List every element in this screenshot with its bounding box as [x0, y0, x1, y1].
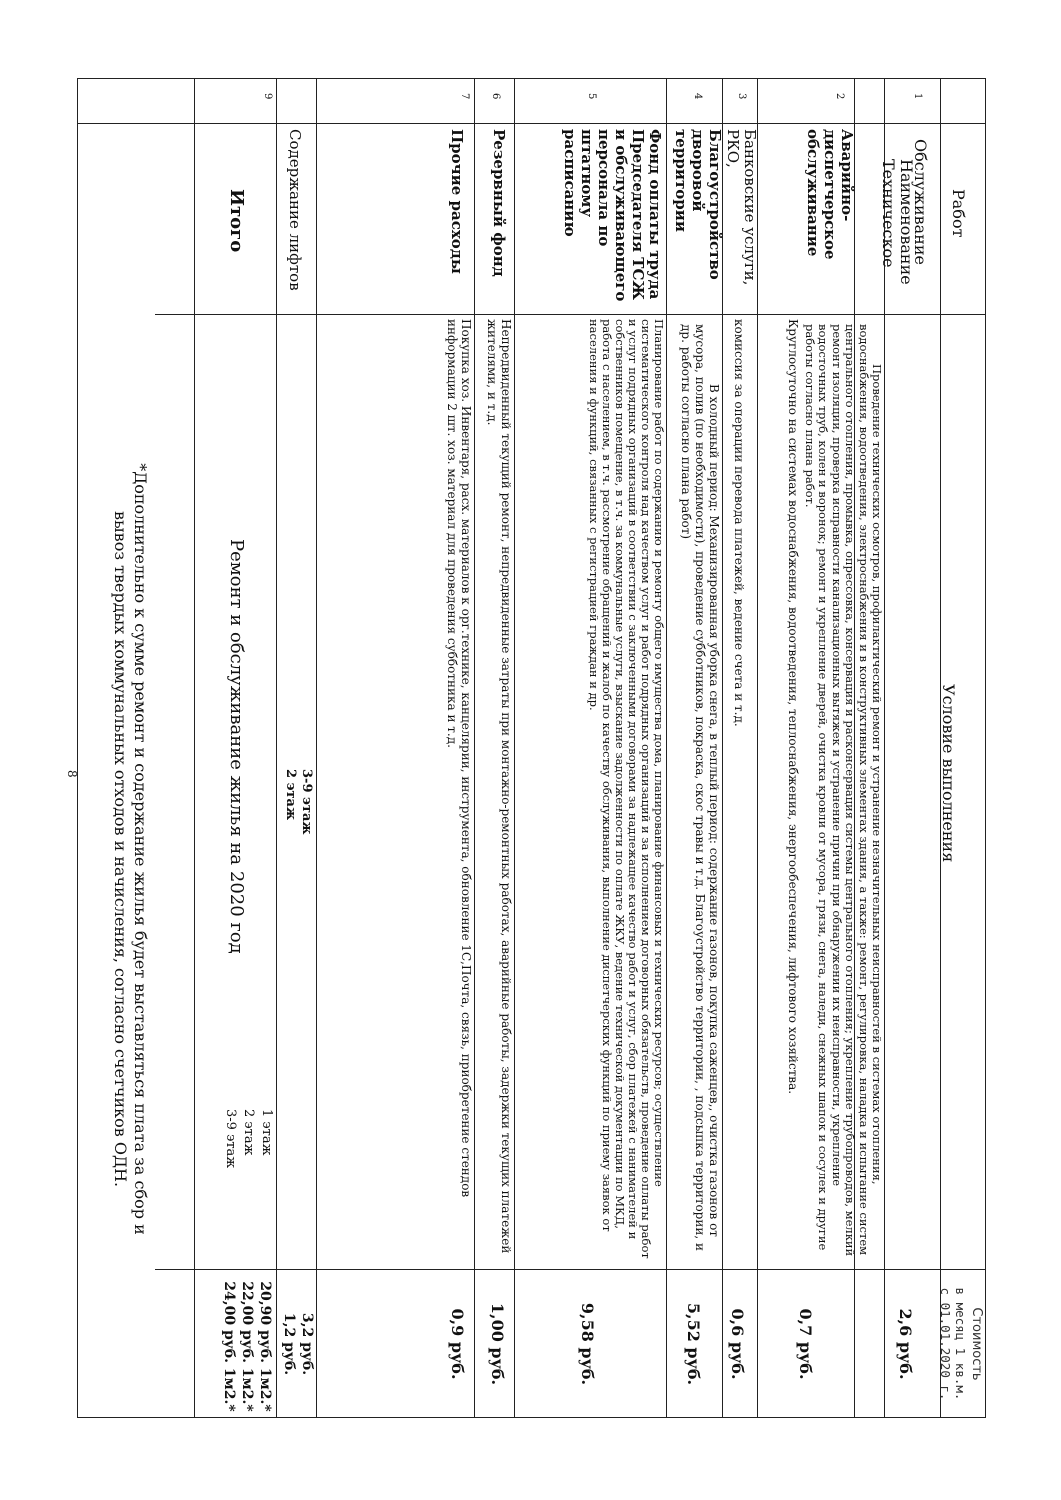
row-number: 6: [490, 93, 501, 100]
row-price: 0,9 руб.: [448, 1308, 467, 1380]
header-cost-line3: с 01.01.2020 г.: [938, 1287, 953, 1401]
row-description: комиссия за операции перевода платежей, ведение счета и т.д.: [732, 319, 746, 727]
column-divider: [78, 123, 985, 124]
row-name: Техническое: [879, 159, 898, 268]
column-divider: [155, 1269, 985, 1270]
footnote-line1: *Дополнительно к сумме ремонт и содержание жилья будет выставляться плата за сбор и: [131, 463, 150, 1235]
row-price: 0,7 руб.: [796, 1308, 815, 1380]
tariff-table: [77, 78, 986, 1418]
lift-price: 1,2 руб.: [281, 1312, 297, 1376]
row-number: 3: [736, 93, 747, 100]
page-number: 8: [65, 770, 79, 778]
row-description: Покупка хоз. Инвентаря, расх. материалов к орг.технике, канцелярии, инструмента, обновление 1С,Почта, связь, приобретение стендов информации 2 шт. хоз. материал для проведения субботника и т.д.: [445, 319, 473, 1198]
row-price: 1,00 руб.: [488, 1302, 507, 1386]
row-number: 9: [262, 93, 273, 100]
row-price: 9,58 руб.: [578, 1302, 597, 1386]
column-divider: [155, 314, 985, 315]
row-number: 1: [912, 93, 923, 100]
lift-floor-label: 3-9 этаж: [299, 769, 314, 835]
row-name: Банковские услуги, РКО,: [724, 129, 759, 286]
row-number: 5: [586, 93, 597, 100]
row-name: Благоустройство дворовой территории: [672, 129, 724, 280]
row-description: Проведение технических осмотров, профилактический ремонт и устранение незначительных неисправностей в системах отопления, водоснабжения, водоотведения, электроснабжения и в конструктивных элементах здания, а также: ремонт, регулировка, наладка и испытание систем центрального отопления, промывка, опрессовка, консервация и расконсервация системы центрального отопления; укрепление трубопроводов, мелкий ремонт изоляции, проверка исправности канализационных вытяжек и устранение причин при обнаружении их неисправности, укрепление водосточных труб, колен и воронок; ремонт и укрепление дверей, очистка кровли от мусора, грязи, снега, наледи, снежных шапок и сосулек и другие работы согласно плана работ.: [802, 324, 884, 1257]
row-price: 5,52 руб.: [684, 1302, 703, 1386]
header-name-line1: Наименование: [897, 159, 916, 285]
row-price: 0,6 руб.: [728, 1308, 747, 1380]
row-name: Прочие расходы: [448, 129, 466, 274]
row-description: Круглосуточно на системах водоснабжения, водоотведения, теплоснабжения, энергообеспечения, лифтового хозяйства.: [786, 319, 800, 1095]
row-name: Резервный фонд: [490, 129, 508, 277]
header-cost-line1: Стоимость: [969, 1307, 984, 1381]
row-description: В холодный период: Механизированная уборка снега, в теплый период: содержание газонов, покупка саженцев,, очистка газонов от мусора, полив (по необходимости), проведение субботников, покраска, скос травы и т.д. Благоустройство территории, , подсыпка территории, и др. работы согласно плана работ): [679, 324, 721, 1251]
total-floor-label: 2 этаж: [241, 1109, 256, 1156]
footnote-line2: вывоз твердых коммунальных отходов и начисления, согласно счетчиков ОДН.: [111, 510, 130, 1188]
total-price: 22,00 руб. 1м2.*: [239, 1281, 255, 1412]
row-description: Планирование работ по содержанию и ремонту общего имущества дома, планирование финансовых и технических ресурсов; осуществление систематического контроля над качеством услуг и работ подрядных организаций и за исполнением договорных обязательств, проведение оплаты работ и услуг подрядных организаций в соответствии с заключенными договорами за надлежащее качество работ и услуг, сбор платежей с нанимателей и собственников помещение, в т.ч. за коммунальные услуги, взыскание задолженности по оплате ЖКУ, ведение технической документации по МКД, работа с населением, в т.ч. рассмотрение обращений и жалоб по качеству обслуживания, выполнение диспетчерских функций по приему заявок от населения и функций, связанных с регистрацией граждан и др.: [587, 319, 666, 1259]
row-divider: [194, 79, 195, 1417]
row-price: 2,6 руб.: [896, 1308, 915, 1380]
row-number: 2: [834, 93, 845, 100]
header-condition: Условие выполнения: [939, 684, 958, 863]
lift-price: 3,2 руб.: [299, 1312, 315, 1376]
header-cost-line2: в месяц 1 кв.м.: [953, 1287, 968, 1401]
row-name: Фонд оплаты труда Председателя ТСЖ и обслуживающего персонала по штатному расписанию: [561, 129, 664, 302]
total-price: 24,00 руб. 1м2.*: [221, 1281, 237, 1412]
row-number: 4: [692, 93, 703, 100]
total-price: 20,90 руб. 1м2.*: [257, 1281, 273, 1412]
total-label: Итого: [226, 189, 247, 253]
row-name: Обслуживание: [911, 139, 930, 266]
row-description: Непредвиденный текущий ремонт, непредвиденные затраты при монтажно-ремонтных работах, аварийные работы, задержки текущих платежей жителями, и т.д.: [485, 319, 513, 1254]
row-divider: [276, 79, 277, 1417]
total-title: Ремонт и обслуживание жилья на 2020 год: [226, 539, 247, 954]
total-floor-label: 3-9 этаж: [223, 1109, 238, 1169]
header-name-line2: Работ: [949, 189, 968, 238]
total-floor-label: 1 этаж: [259, 1109, 274, 1156]
row-divider: [316, 79, 317, 1417]
row-name: Аварийно-диспетчерское обслуживание: [804, 129, 856, 260]
lift-floor-label: 2 этаж: [283, 769, 298, 821]
row-number: 7: [459, 93, 470, 100]
row-name: Содержание лифтов: [286, 129, 304, 291]
